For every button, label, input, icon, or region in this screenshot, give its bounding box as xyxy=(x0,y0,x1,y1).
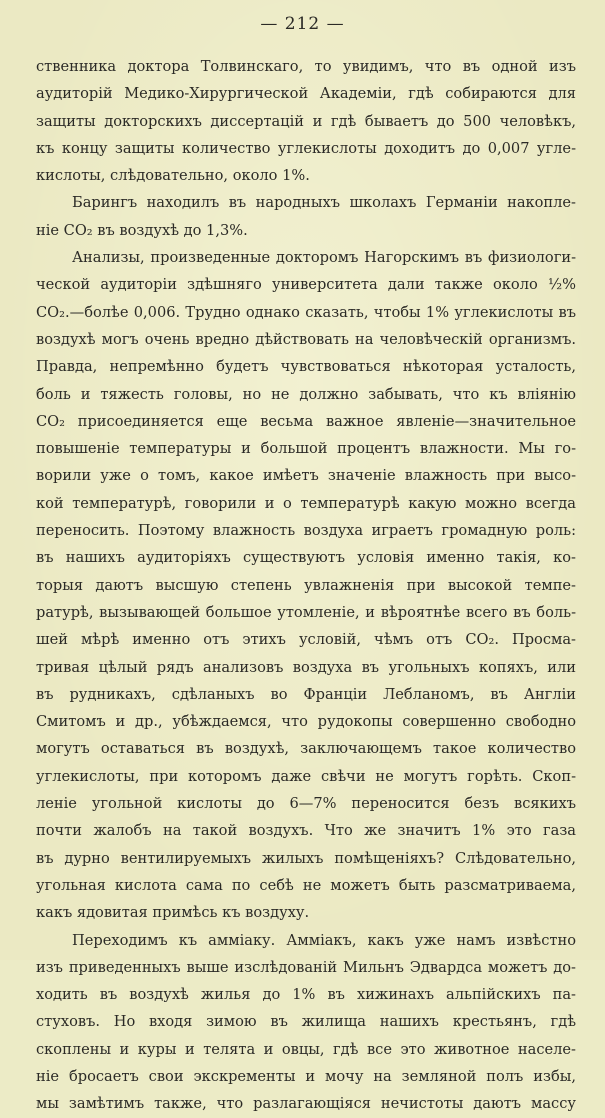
text-line: могутъ оставаться въ воздухѣ, заключающемъ такое количество xyxy=(36,740,576,758)
text-line: ратурѣ, вызывающей большое утомленіе, и вѣроятнѣе всего въ боль- xyxy=(36,603,576,621)
text-line: стуховъ. Но входя зимою въ жилища нашихъ крестьянъ, гдѣ xyxy=(36,1013,576,1031)
text-line: ворили уже о томъ, какое имѣетъ значеніе влажность при высо- xyxy=(36,467,576,485)
text-line: Барингъ находилъ въ народныхъ школахъ Германіи накопле- xyxy=(72,194,576,212)
text-line: CO₂ присоединяется еще весьма важное явленіе—значительное xyxy=(36,412,576,430)
text-line: леніе угольной кислоты до 6—7% переносится безъ всякихъ xyxy=(36,795,576,813)
page-number: — 212 — xyxy=(260,14,345,34)
text-line: почти жалобъ на такой воздухъ. Что же значитъ 1% это газа xyxy=(36,822,576,840)
text-line: мы замѣтимъ также, что разлагающіяся нечистоты даютъ массу xyxy=(36,1095,576,1113)
text-line: ческой аудиторіи здѣшняго университета дали также около ½% xyxy=(36,276,576,294)
text-line: углекислоты, при которомъ даже свѣчи не могутъ горѣть. Скоп- xyxy=(36,767,576,785)
text-line: кислоты, слѣдовательно, около 1%. xyxy=(36,167,310,185)
text-line: повышеніе температуры и большой процентъ влажности. Мы го- xyxy=(36,440,576,458)
text-line: Правда, непремѣнно будетъ чувствоваться нѣкоторая усталость, xyxy=(36,358,576,376)
text-line: защиты докторскихъ диссертацій и гдѣ бываетъ до 500 человѣкъ, xyxy=(36,112,576,130)
text-line: угольная кислота сама по себѣ не можетъ быть разсматриваема, xyxy=(36,876,576,894)
text-line: какъ ядовитая примѣсь къ воздуху. xyxy=(36,904,310,922)
text-line: боль и тяжесть головы, но не должно забывать, что къ вліянію xyxy=(36,385,576,403)
text-line: ніе CO₂ въ воздухѣ до 1,3%. xyxy=(36,221,248,239)
text-line: къ концу защиты количество углекислоты доходитъ до 0,007 угле- xyxy=(36,139,576,157)
text-line: ственника доктора Толвинскаго, то увидимъ, что въ одной изъ xyxy=(36,58,576,75)
text-line: переносить. Поэтому влажность воздуха играетъ громадную роль: xyxy=(36,522,576,540)
text-line: торыя даютъ высшую степень увлажненія при высокой темпе- xyxy=(36,576,576,594)
text-line: въ нашихъ аудиторіяхъ существуютъ условія именно такія, ко- xyxy=(36,549,576,567)
text-line: изъ приведенныхъ выше изслѣдованій Мильнъ Эдвардса можетъ до- xyxy=(36,958,576,976)
text-line: шей мѣрѣ именно отъ этихъ условій, чѣмъ отъ CO₂. Просма- xyxy=(36,631,576,649)
text-line: аудиторій Медико-Хирургической Академіи, гдѣ собираются для xyxy=(36,85,576,103)
body-text xyxy=(36,53,576,1118)
text-line: въ дурно вентилируемыхъ жилыхъ помѣщеніяхъ? Слѣдовательно, xyxy=(36,849,576,867)
text-line: Переходимъ къ аммiаку. Аммiакъ, какъ уже намъ извѣстно xyxy=(72,931,576,949)
text-line: ніе бросаетъ свои экскременты и мочу на земляной полъ избы, xyxy=(36,1067,576,1085)
text-line: тривая цѣлый рядъ анализовъ воздуха въ угольныхъ копяхъ, или xyxy=(36,658,576,676)
text-line: CO₂.—болѣе 0,006. Трудно однако сказать, чтобы 1% углекислоты въ xyxy=(36,303,576,321)
text-line: ходить въ воздухѣ жилья до 1% въ хижинахъ альпійскихъ па- xyxy=(36,986,576,1004)
text-line: скоплены и куры и телята и овцы, гдѣ все это животное населе- xyxy=(36,1040,576,1058)
text-line: Смитомъ и др., убѣждаемся, что рудокопы совершенно свободно xyxy=(36,713,576,731)
text-line: въ рудникахъ, сдѣланыхъ во Франціи Лебланомъ, въ Англіи xyxy=(36,685,576,703)
text-line: Анализы, произведенные докторомъ Нагорскимъ въ физиологи- xyxy=(72,249,576,267)
text-line: воздухѣ могъ очень вредно дѣйствовать на человѣческій организмъ. xyxy=(36,330,576,348)
text-line: кой температурѣ, говорили и о температурѣ какую можно всегда xyxy=(36,494,576,512)
